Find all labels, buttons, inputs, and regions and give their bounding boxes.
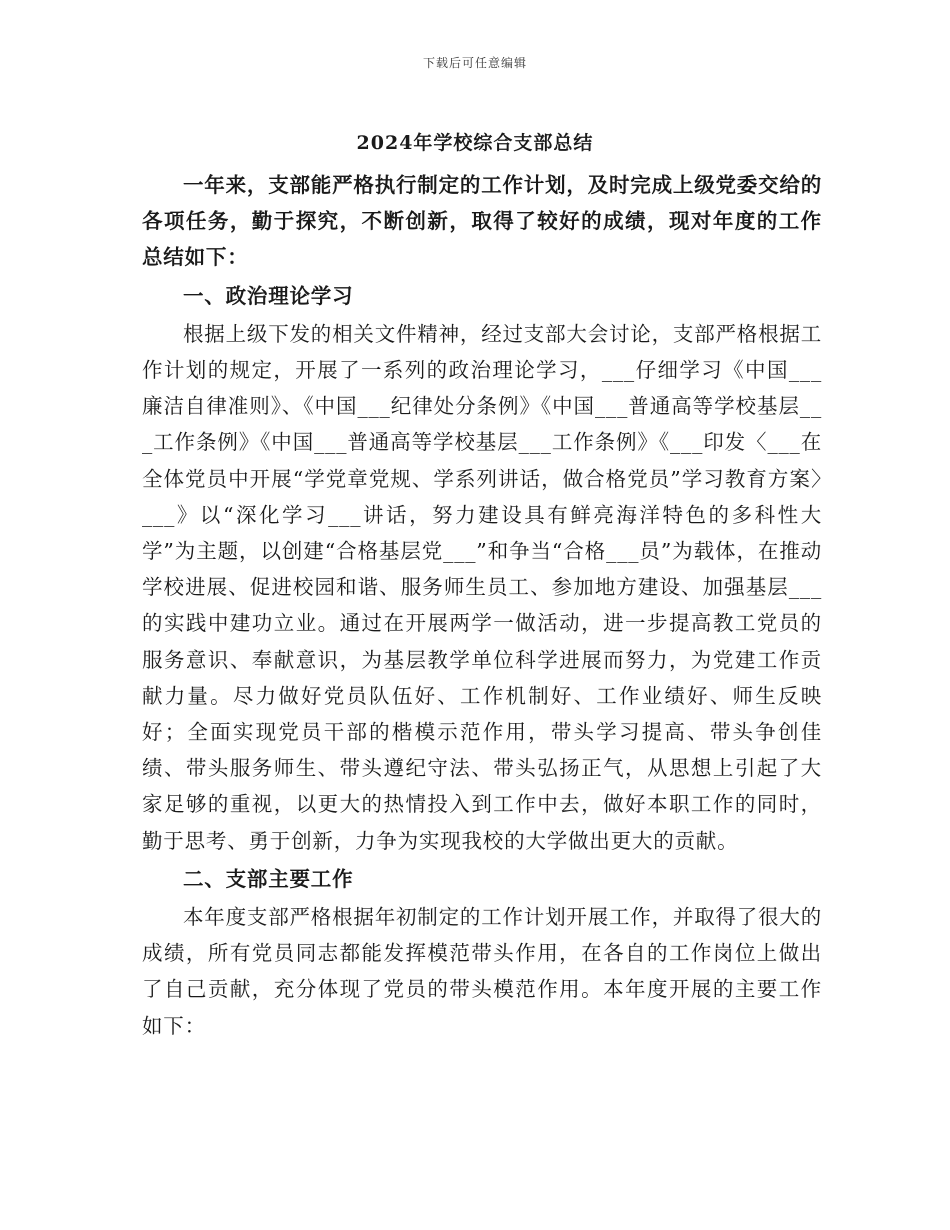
section-2-heading: 二、支部主要工作 [183, 866, 354, 891]
header-note: 下载后可任意编辑 [422, 56, 527, 70]
section-1-heading: 一、政治理论学习 [183, 283, 354, 308]
intro-paragraph: 一年来，支部能严格执行制定的工作计划，及时完成上级党委交给的各项任务，勤于探究，不断创新，取得了较好的成绩，现对年度的工作总结如下： [142, 173, 822, 270]
section-1-body: 根据上级下发的相关文件精神，经过支部大会讨论，支部严格根据工作计划的规定，开展了一系列的政治理论学习，___仔细学习《中国___廉洁自律准则》、《中国___纪律处分条例》《中国___普通高等学校基层___工作条例》《中国___普通高等学校基层___工作条例》《___印发〈___在全体党员中开展“学党章党规、学系列讲话，做合格党员”学习教育方案〉___》以“深化学习___讲话，努力建设具有鲜亮海洋特色的多科性大学”为主题，以创建“合格基层党___”和争当“合格___员”为载体，在推动学校进展、促进校园和谐、服务师生员工、参加地方建设、加强基层___的实践中建功立业。通过在开展两学一做活动，进一步提高教工党员的服务意识、奉献意识，为基层教学单位科学进展而努力，为党建工作贡献力量。尽力做好党员队伍好、工作机制好、工作业绩好、师生反映好；全面实现党员干部的楷模示范作用，带头学习提高、带头争创佳绩、带头服务师生、带头遵纪守法、带头弘扬正气，从思想上引起了大家足够的重视，以更大的热情投入到工作中去，做好本职工作的同时，勤于思考、勇于创新，力争为实现我校的大学做出更大的贡献。 [142, 321, 822, 853]
document-title: 2024年学校综合支部总结 [356, 132, 594, 154]
section-2-body: 本年度支部严格根据年初制定的工作计划开展工作，并取得了很大的成绩，所有党员同志都能发挥模范带头作用，在各自的工作岗位上做出了自己贡献，充分体现了党员的带头模范作用。本年度开展的主要工作如下： [142, 905, 822, 1038]
document-body [142, 167, 822, 1044]
